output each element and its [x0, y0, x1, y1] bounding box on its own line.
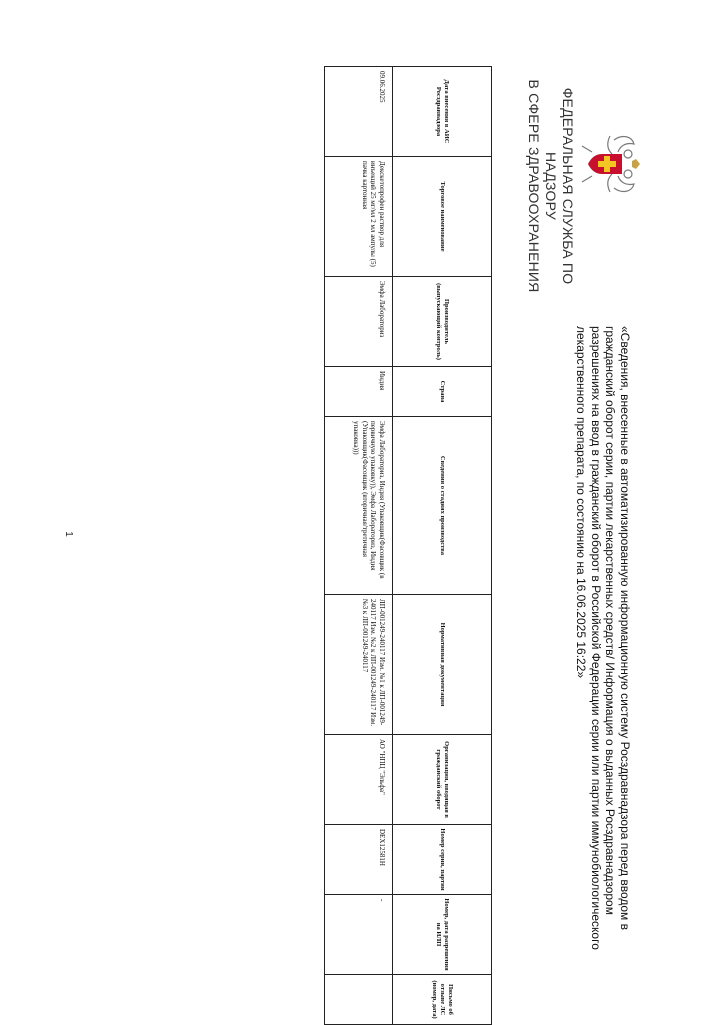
header-cell: Сведения о стадиях производства: [393, 417, 492, 595]
cell-regulatory-docs: ЛП-001249-240117 Изм. №1 к ЛП-001249-240117 Изм. №2 к ЛП-001249-240117 Изм. №3 к ЛП-001249-240117: [325, 595, 393, 735]
agency-name-line2: В СФЕРЕ ЗДРАВООХРАНЕНИЯ: [526, 79, 542, 293]
cell-trade-name: Декскетопрофен раствор для инъекций 25 мг/мл 2 мл ампулы (5) пачка картонная: [325, 157, 393, 277]
header-cell: Производитель (выпускающий контроль): [393, 277, 492, 367]
cell-production-stages: Эмфа Лабораториз, Индия (Упаковщик(Фасовщик (в первичную упаковку)), Эмфа Лабораториз, Индия (Упаковщик(Фасовщик (вторичная/третичная упаковка))): [325, 417, 393, 595]
double-headed-eagle-emblem-icon: [578, 130, 640, 198]
header-cell: Торговое наименование: [393, 157, 492, 277]
document-title: «Сведения, внесенные в автоматизированную информационную систему Росздравнадзора перед вводом в гражданский оборот серии, партии лекарственных средств/ Информация о выданных Росздравнадзором разрешениях на ввод в гражданский оборот в Российской Федерации серии или партии иммунобиологического лекарственного препарата, по состоянию на 16.06.2025 16:22»: [574, 326, 632, 950]
table-header-row: [393, 67, 492, 1025]
header-cell: Нормативная документация: [393, 595, 492, 735]
header-cell: Страна: [393, 367, 492, 417]
cell-organization: АО "НПЦ "Эльфа": [325, 735, 393, 825]
cell-country: Индия: [325, 367, 393, 417]
header-cell: Организация, вводящая в гражданский оборот: [393, 735, 492, 825]
cell-permit: -: [325, 895, 393, 975]
cell-batch-number: DEX12581Н: [325, 825, 393, 895]
header-cell: Номер, дата разрешения на ИЛП: [393, 895, 492, 975]
header-cell: Номер серии, партии: [393, 825, 492, 895]
agency-name-line1: ФЕДЕРАЛЬНАЯ СЛУЖБА ПО НАДЗОРУ: [543, 87, 576, 285]
registry-table: [324, 66, 492, 1019]
table-row: [325, 67, 393, 1025]
page-number: 1: [63, 531, 74, 537]
header-cell: Дата внесения в АИС Росздравнадзора: [393, 67, 492, 157]
cell-recall-letter: [325, 975, 393, 1025]
cell-entry-date: 09.06.2025: [325, 67, 393, 157]
header-cell: Письмо об отзыве ЛС (номер, дата): [393, 975, 492, 1025]
agency-name: [525, 66, 576, 306]
cell-manufacturer: Эмфа Лабораториз: [325, 277, 393, 367]
